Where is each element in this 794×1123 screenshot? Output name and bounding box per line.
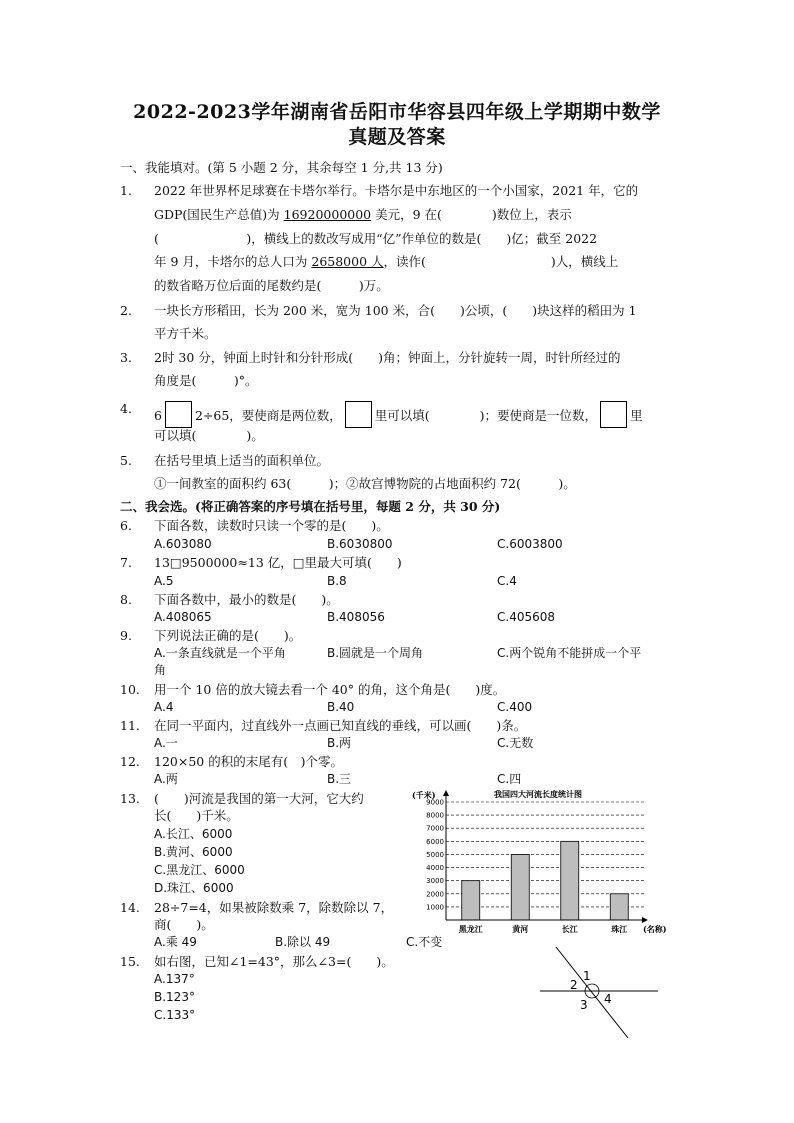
q2-line2: 平方千米。 — [154, 326, 217, 341]
q3-number: 3. — [120, 350, 132, 365]
q7-option-c[interactable]: C.4 — [497, 574, 517, 588]
q8-text: 下面各数中，最小的数是( )。 — [154, 592, 339, 607]
q4-text-c: 里可以填( )；要使商是一位数， — [374, 408, 598, 423]
q12-number: 12. — [120, 754, 140, 769]
chart-y-tick-label: 4000 — [426, 864, 444, 873]
chart-y-axis-arrow — [443, 790, 449, 796]
q7-text: 13□9500000≈13 亿，□里最大可填( ) — [154, 555, 402, 570]
chart-y-tick-label: 8000 — [426, 811, 444, 820]
q13-number: 13. — [120, 791, 140, 806]
q9-option-b[interactable]: B.圆就是一个周角 — [327, 646, 424, 660]
q13-line1: ( )河流是我国的第一大河，它大约 — [154, 791, 364, 806]
page-title-line2: 真题及答案 — [348, 126, 446, 148]
angle-label-1: 1 — [583, 969, 591, 983]
chart-category-label: 黑龙江 — [458, 924, 483, 934]
q3-line2: 角度是( )°。 — [154, 373, 258, 388]
q6-option-a[interactable]: A.603080 — [154, 537, 212, 551]
q11-number: 11. — [120, 718, 140, 733]
chart-title: 我国四大河流长度统计图 — [494, 789, 582, 799]
q10-option-c[interactable]: C.400 — [497, 700, 533, 714]
q6-number: 6. — [120, 518, 132, 533]
chart-bar — [561, 841, 579, 920]
q1-line2-b: 美元，9 在( )数位上，表示 — [371, 207, 572, 222]
q1-line2-a: GDP(国民生产总值)为 — [154, 207, 284, 222]
q14-option-c[interactable]: C.不变 — [406, 935, 443, 949]
q12-option-a[interactable]: A.两 — [154, 772, 178, 786]
q10-option-b[interactable]: B.40 — [327, 700, 355, 714]
q4-blank-box-3[interactable] — [600, 401, 627, 428]
q13-line2: 长( )千米。 — [154, 808, 239, 823]
q11-text: 在同一平面内，过直线外一点画已知直线的垂线，可以画( )条。 — [154, 718, 527, 733]
chart-category-label: 黄河 — [512, 924, 529, 934]
q14-number: 14. — [120, 900, 140, 915]
q1-population-value: 2658000 人 — [311, 254, 384, 269]
q8-option-b[interactable]: B.408056 — [327, 610, 385, 624]
q12-text: 120×50 的积的末尾有( )个零。 — [154, 754, 343, 769]
q6-option-b[interactable]: B.6030800 — [327, 537, 393, 551]
chart-y-tick-label: 5000 — [426, 850, 444, 859]
q6-text: 下面各数，读数时只读一个零的是( )。 — [154, 518, 389, 533]
q9-option-wrap: 角 — [154, 663, 167, 677]
angle-label-2: 2 — [570, 978, 578, 992]
chart-x-axis-arrow — [642, 917, 648, 923]
q4-text-d: 里 — [630, 408, 643, 423]
q4-blank-box-2[interactable] — [345, 401, 372, 428]
q7-option-a[interactable]: A.5 — [154, 574, 174, 588]
q4-number: 4. — [120, 401, 132, 416]
q11-option-b[interactable]: B.两 — [327, 736, 352, 750]
q4-blank-box[interactable] — [165, 401, 192, 428]
page-title: 2022-2023学年湖南省岳阳市华容县四年级上学期期中数学 — [133, 101, 661, 123]
chart-bar — [462, 881, 480, 920]
q14-option-a[interactable]: A.乘 49 — [154, 935, 197, 949]
q14-line2: 商( )。 — [154, 917, 214, 932]
q1-line4 — [154, 254, 618, 270]
q8-option-a[interactable]: A.408065 — [154, 610, 212, 624]
q13-option-c[interactable]: C.黑龙江、6000 — [154, 863, 245, 877]
q13-option-a[interactable]: A.长江、6000 — [154, 827, 233, 841]
chart-y-tick-label: 7000 — [426, 824, 444, 833]
chart-y-tick-label: 1000 — [426, 903, 444, 912]
q1-line5: 的数省略万位后面的尾数约是( )万。 — [154, 278, 389, 293]
q5-line2: ①一间教室的面积约 63( )；②故宫博物院的占地面积约 72( )。 — [154, 476, 576, 491]
q14-line1: 28÷7=4，如果被除数乘 7，除数除以 7， — [154, 900, 394, 915]
q10-text: 用一个 10 倍的放大镜去看一个 40° 的角，这个角是( )度。 — [154, 682, 506, 697]
river-length-bar-chart — [408, 788, 678, 938]
chart-category-label: 长江 — [561, 924, 578, 934]
q1-number: 1. — [120, 183, 132, 198]
q10-option-a[interactable]: A.4 — [154, 700, 174, 714]
q12-option-b[interactable]: B.三 — [327, 772, 352, 786]
q4-line1 — [154, 401, 643, 428]
q10-number: 10. — [120, 682, 140, 697]
chart-category-labels — [459, 924, 628, 934]
q9-number: 9. — [120, 628, 132, 643]
chart-x-axis-label: (名称) — [643, 924, 667, 934]
chart-y-ticks — [426, 799, 444, 912]
q14-option-b[interactable]: B.除以 49 — [275, 935, 331, 949]
q4-line2: 可以填( )。 — [154, 428, 264, 443]
q7-number: 7. — [120, 555, 132, 570]
chart-category-label: 珠江 — [611, 924, 628, 934]
chart-y-tick-label: 3000 — [426, 877, 444, 886]
q7-option-b[interactable]: B.8 — [327, 574, 347, 588]
q1-line1: 2022 年世界杯足球赛在卡塔尔举行。卡塔尔是中东地区的一个小国家，2021 年，它的 — [154, 183, 639, 198]
q11-option-a[interactable]: A.一 — [154, 736, 178, 750]
q11-option-c[interactable]: C.无数 — [497, 736, 534, 750]
q8-option-c[interactable]: C.405608 — [497, 610, 556, 624]
q9-text: 下列说法正确的是( )。 — [154, 628, 302, 643]
q15-number: 15. — [120, 954, 140, 969]
slanted-line — [556, 947, 628, 1038]
chart-bar — [610, 894, 628, 920]
angle-diagram — [536, 945, 661, 1040]
q4-text-b: 2÷65，要使商是两位数， — [194, 408, 342, 423]
q5-number: 5. — [120, 453, 132, 468]
q8-number: 8. — [120, 592, 132, 607]
q5-line1: 在括号里填上适当的面积单位。 — [154, 453, 330, 468]
chart-y-tick-label: 9000 — [426, 798, 444, 807]
q1-line4-a: 年 9 月，卡塔尔的总人口为 — [154, 254, 312, 269]
q15-text: 如右图，已知∠1=43°，那么∠3=( )。 — [154, 954, 394, 969]
q2-number: 2. — [120, 303, 132, 318]
q1-gdp-value: 16920000000 — [283, 207, 372, 222]
chart-y-tick-label: 2000 — [426, 890, 444, 899]
q15-option-b[interactable]: B.123° — [154, 990, 195, 1004]
q4-text-a: 6 — [154, 408, 162, 423]
q1-line3: ( )，横线上的数改写成用“亿”作单位的数是( )亿；截至 2022 — [154, 231, 598, 246]
q13-option-b[interactable]: B.黄河、6000 — [154, 845, 233, 859]
q6-option-c[interactable]: C.6003800 — [497, 537, 563, 551]
q1-line2 — [154, 207, 572, 223]
chart-y-axis-label: (千米) — [412, 790, 436, 800]
q13-option-d[interactable]: D.珠江、6000 — [154, 881, 234, 895]
section2-header: 二、我会选。(将正确答案的序号填在括号里，每题 2 分，共 30 分) — [120, 499, 501, 514]
section1-header: 一、我能填对。(第 5 小题 2 分，其余每空 1 分,共 13 分) — [120, 160, 443, 175]
q12-option-c[interactable]: C.四 — [497, 772, 522, 786]
q15-option-c[interactable]: C.133° — [154, 1008, 196, 1022]
chart-y-tick-label: 6000 — [426, 837, 444, 846]
q9-option-a[interactable]: A.一条直线就是一个平角 — [154, 646, 286, 660]
q3-line1: 2时 30 分，钟面上时针和分针形成( )角；钟面上，分针旋转一周，时针所经过的 — [154, 350, 621, 365]
angle-label-4: 4 — [604, 992, 612, 1006]
chart-bar — [511, 854, 529, 920]
q2-line1: 一块长方形稻田，长为 200 米，宽为 100 米，合( )公顷，( )块这样的稻田为 1 — [154, 303, 637, 318]
angle-label-3: 3 — [580, 998, 588, 1012]
q15-option-a[interactable]: A.137° — [154, 972, 195, 986]
q1-line4-b: ，读作( )人，横线上 — [383, 254, 619, 269]
q9-option-c[interactable]: C.两个锐角不能拼成一个平 — [497, 646, 642, 660]
